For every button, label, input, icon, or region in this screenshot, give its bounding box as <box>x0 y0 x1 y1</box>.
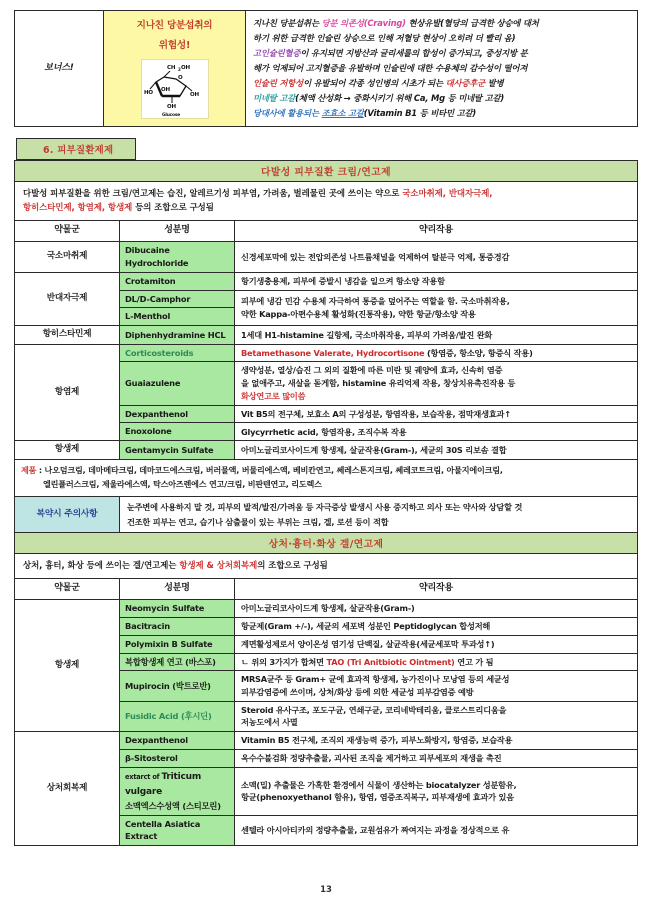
bonus-row <box>15 11 638 127</box>
svg-text:O: O <box>177 74 182 81</box>
cell-ingredient: 복합항생제 연고 (바스포) <box>120 653 235 671</box>
cell-ingredient: Mupirocin (박트로반) <box>120 671 235 701</box>
products-cell <box>15 459 638 496</box>
action-line-0-seg-0: 아미노글리코사이드계 항생제, 살균작용(Gram-), 세균의 30S 리보솜 결합 <box>241 444 507 455</box>
bonus-text-line-3 <box>253 61 631 76</box>
banner-wound-scar-burn-gel: 상처·흉터·화상 겔/연고제 <box>14 532 638 554</box>
cell-pharmacologic-action <box>235 362 638 405</box>
action-line-0 <box>241 251 633 264</box>
cell-ingredient: Guaiazulene <box>120 362 235 405</box>
action-line-0 <box>241 295 633 308</box>
intro-line-1-seg-1: 등의 조합으로 구성됨 <box>132 202 214 213</box>
bonus-text-line-0-seg-1: 당분 의존성(Craving) <box>321 18 406 28</box>
cell-ingredient: Dibucaine Hydrochloride <box>120 242 235 273</box>
ingredient-prefix: extarct of <box>125 772 162 781</box>
action-line-0 <box>241 408 633 421</box>
bonus-label: 보너스! <box>44 62 74 73</box>
action-line-0 <box>241 704 633 717</box>
cell-pharmacologic-action <box>235 767 638 815</box>
bonus-text-line-4-seg-1: 이 유발되어 각종 성인병의 시초가 되는 <box>303 77 446 88</box>
svg-text:OH: OH <box>160 86 170 93</box>
cell-ingredient: Dexpanthenol <box>120 732 235 750</box>
products-line-0 <box>21 463 631 478</box>
intro-text-table2 <box>14 554 638 579</box>
cell-pharmacologic-action <box>235 815 638 846</box>
action-line-0-seg-0: 옥수수불검화 정량추출물, 괴사된 조직을 제거하고 피부세포의 재생을 촉진 <box>241 753 502 764</box>
caution-line-1: 건조한 피부는 연고, 습기나 삼출물이 있는 부위는 크림, 겔, 로션 등이 적합 <box>127 516 389 527</box>
ingredient-line-1 <box>125 770 230 800</box>
action-line-2 <box>241 390 633 403</box>
cell-pharmacologic-action <box>235 272 638 290</box>
action-line-0-seg-0: Vitamin B5 전구체, 조직의 재생능력 증가, 피부노화방지, 항염증, 보습작용 <box>241 735 513 746</box>
table-row <box>15 599 638 617</box>
bonus-text-line-1 <box>253 31 631 46</box>
action-line-0-seg-0: Steroid 유사구조, 포도구균, 연쇄구균, 코리네박테리움, 클로스트리디움을 <box>241 704 507 715</box>
bonus-text-line-1-seg-0: 하기 위한 급격한 인슐린 상승으로 인해 저혈당 현상이 오히려 더 빨리 옴) <box>253 32 516 43</box>
action-line-0-seg-0: 센텔라 아시아티카의 정량추출물, 교원섬유가 짜여지는 과정을 정상적으로 유 <box>241 825 510 836</box>
action-line-1-seg-0: 을 없애주고, 새살을 돋게함, histamine 유리억제 작용, 창상치유촉진작용 등 <box>241 378 516 389</box>
action-line-0 <box>241 779 633 792</box>
cell-ingredient <box>120 767 235 815</box>
cell-ingredient: Diphenhydramine HCL <box>120 326 235 344</box>
products-text: : 나오덤크림, 데마메타크림, 데마코드에스크림, 버러물액, 버물리에스액, 베비칸연고, 쎄레스톤지크림, 쎄레코트크림, 아물지에이크림, <box>36 464 503 475</box>
action-line-0-seg-0: 소맥(밀) 추출물은 가혹한 환경에서 식물이 생산하는 biocatalyzer 성분함유, <box>241 779 517 790</box>
column-header-ingredient: 성분명 <box>120 221 235 242</box>
cell-pharmacologic-action <box>235 732 638 750</box>
banner-multiple-skin-disease-cream: 다발성 피부질환 크림/연고제 <box>14 160 638 182</box>
cell-ingredient: Fusidic Acid (후시딘) <box>120 701 235 731</box>
action-line-0 <box>241 824 633 837</box>
cell-ingredient: Bacitracin <box>120 617 235 635</box>
caution-body <box>120 496 638 533</box>
cell-drug-group: 항생제 <box>15 599 120 731</box>
drug-table1-head <box>15 221 638 242</box>
cell-pharmacologic-action <box>235 405 638 423</box>
action-line-1 <box>241 377 633 390</box>
cell-pharmacologic-action <box>235 441 638 459</box>
action-line-0-seg-0: ㄴ 위의 3가지가 합쳐면 <box>241 656 327 667</box>
intro-line-1-seg-0: 항히스타민제, 항염제, 항생제 <box>23 202 133 213</box>
bonus-text-line-0-seg-2: 현상유발(혈당의 급격한 상승에 대처 <box>405 18 539 28</box>
cell-pharmacologic-action <box>235 290 638 326</box>
caution-row <box>15 496 638 533</box>
intro-line-0-seg-1: 국소마취제, 반대자극제, <box>402 187 493 198</box>
intro-line-0 <box>23 186 629 201</box>
cell-ingredient: L-Menthol <box>120 308 235 326</box>
products-label: 제품 <box>21 464 37 475</box>
cell-pharmacologic-action <box>235 599 638 617</box>
action-line-0-seg-0: 아미노글리코사이드계 항생제, 살균작용(Gram-) <box>241 603 415 613</box>
column-header-ingredient: 성분명 <box>120 578 235 599</box>
cell-pharmacologic-action <box>235 344 638 362</box>
bonus-title-line1: 지나친 당분섭취의 <box>136 20 213 32</box>
cell-ingredient: Neomycin Sulfate <box>120 599 235 617</box>
action-line-0-seg-0: 계면활성제로서 양이온성 염기성 단백질, 살균작용(세균세포막 투과성↑) <box>241 638 495 649</box>
cell-pharmacologic-action <box>235 653 638 671</box>
action-line-0-seg-0: 생약성분, 열상/습진 그 외의 질환에 따른 미란 및 궤양에 효과, 신속히 염증 <box>241 365 503 376</box>
cell-ingredient: Crotamiton <box>120 272 235 290</box>
action-line-1 <box>241 308 633 321</box>
cell-drug-group: 반대자극제 <box>15 272 120 326</box>
action-line-2-seg-0: 화상연고로 많이씀 <box>241 390 306 401</box>
svg-text:CH: CH <box>166 64 175 71</box>
table-row <box>15 326 638 344</box>
action-line-0-seg-0: Glycyrrhetic acid, 항염작용, 조직수복 작용 <box>241 426 407 437</box>
action-line-1-seg-0: 항균(phenoxyethanol 함유), 항염, 염증조직복구, 피부재생에 효과가 있음 <box>241 792 514 803</box>
action-line-1-seg-0: 피부감염증에 쓰이며, 상처/화상 등에 의한 세균성 피부감염증 예방 <box>241 687 474 698</box>
action-line-0 <box>241 734 633 747</box>
bonus-text-line-6-seg-2: (Vitamin B1 등 비타민 고갈) <box>363 107 477 118</box>
cell-ingredient: DL/D-Camphor <box>120 290 235 308</box>
svg-text:OH: OH <box>180 64 190 71</box>
bonus-title-cell <box>104 11 246 127</box>
header-row <box>15 221 638 242</box>
action-line-0 <box>241 638 633 651</box>
action-line-0 <box>241 673 633 686</box>
svg-text:OH: OH <box>189 91 199 98</box>
caution-label: 복약시 주의사항 <box>15 496 120 533</box>
action-line-0-seg-0: 항균제(Gram +/-), 세균의 세포벽 성분인 Peptidoglycan 합성저해 <box>241 620 491 631</box>
cell-drug-group: 항생제 <box>15 441 120 459</box>
glucose-molecule-image <box>141 59 209 119</box>
bonus-label-cell <box>15 11 104 127</box>
action-line-1 <box>241 716 633 729</box>
action-line-0-seg-2: 연고 가 됨 <box>454 656 494 667</box>
cell-pharmacologic-action <box>235 242 638 273</box>
table-row <box>15 242 638 273</box>
cell-ingredient: Centella Asiatica Extract <box>120 815 235 846</box>
action-line-0-seg-0: 신경세포막에 있는 전압의존성 나트륨채널을 억제하여 탈분극 억제, 통증경감 <box>241 251 510 262</box>
action-line-0 <box>241 275 633 288</box>
intro-text-table1 <box>14 182 638 221</box>
action-line-0 <box>241 347 633 360</box>
bonus-title-line2: 위험성! <box>158 40 191 52</box>
intro-line-0-seg-0: 상처, 흉터, 화상 등에 쓰이는 겔/연고제는 <box>23 560 180 571</box>
bonus-text-line-3-seg-0: 해가 억제되어 고지혈증을 유발하며 인슐린에 대한 수용체의 감수성이 떨어져 <box>253 62 528 73</box>
column-header-pharmacologic-action: 약리작용 <box>235 221 638 242</box>
bonus-text-line-5-seg-1: (체액 산성화 → 중화시키기 위해 Ca, Mg 등 미네랄 고갈) <box>295 92 505 103</box>
table-row <box>15 732 638 750</box>
cell-pharmacologic-action <box>235 423 638 441</box>
cell-ingredient: Dexpanthenol <box>120 405 235 423</box>
svg-text:HO: HO <box>143 89 153 96</box>
products-row <box>15 459 638 496</box>
action-line-0 <box>241 656 633 669</box>
action-line-0 <box>241 329 633 342</box>
table-row <box>15 272 638 290</box>
column-header-drug-group: 약물군 <box>15 221 120 242</box>
drug-table-multiple-skin-disease <box>14 220 638 533</box>
bonus-text-line-6-seg-1: 조효소 고갈 <box>321 107 364 118</box>
cell-pharmacologic-action <box>235 617 638 635</box>
intro-line-0 <box>23 558 629 573</box>
bonus-text-line-4 <box>253 76 631 91</box>
bonus-text-line-6 <box>253 106 631 121</box>
svg-text:OH: OH <box>166 103 176 110</box>
action-line-0-seg-0: 피부에 냉감 민감 수용체 자극하여 통증을 덮어주는 역할을 함. 국소마취작용, <box>241 296 510 307</box>
action-line-1 <box>241 791 633 804</box>
action-line-0-seg-0: 1세대 H1-histamine 길항제, 국소마취작용, 피부의 가려움/발진 완화 <box>241 329 493 340</box>
bonus-text-line-2 <box>253 46 631 61</box>
action-line-1-seg-0: 저농도에서 사멸 <box>241 717 298 728</box>
action-line-0 <box>241 602 633 615</box>
bonus-text-line-4-seg-0: 인슐린 저항성 <box>253 77 304 88</box>
bonus-text-line-5 <box>253 91 631 106</box>
column-header-pharmacologic-action: 약리작용 <box>235 578 638 599</box>
action-line-0 <box>241 444 633 457</box>
cell-ingredient: Gentamycin Sulfate <box>120 441 235 459</box>
svg-text:Glucose: Glucose <box>161 112 180 118</box>
bonus-text-line-4-seg-3: 발병 <box>485 77 504 88</box>
bonus-text-line-4-seg-2: 대사증후군 <box>445 77 486 88</box>
action-line-0-seg-1: TAO (Tri Anitbiotic Ointment) <box>326 656 455 667</box>
drug-table2-head <box>15 578 638 599</box>
cell-ingredient: β-Sitosterol <box>120 750 235 768</box>
column-header-drug-group: 약물군 <box>15 578 120 599</box>
intro-line-0-seg-0: 다발성 피부질환을 위한 크림/연고제는 습진, 알레르기성 피부염, 가려움, 벌레물린 곳에 쓰이는 약으로 <box>23 187 403 198</box>
action-line-0-seg-0: Vit B5의 전구체, 보효소 A의 구성성분, 항염작용, 보습작용, 점막재생효과↑ <box>241 408 511 419</box>
cell-ingredient: Corticosteroids <box>120 344 235 362</box>
drug-table2-body <box>15 599 638 845</box>
caution-line-0: 눈주변에 사용하지 말 것, 피부의 발적/발진/가려움 등 자극증상 발생시 사용 중지하고 의사 또는 약사와 상담할 것 <box>127 501 523 512</box>
drug-table-wound-scar-burn <box>14 578 638 846</box>
cell-pharmacologic-action <box>235 671 638 701</box>
page-number: 13 <box>320 885 332 895</box>
ingredient-main: Triticum vulgare <box>125 771 202 797</box>
cell-pharmacologic-action <box>235 326 638 344</box>
glucose-structure-svg <box>142 60 208 118</box>
ingredient-line-2: 소맥엑스수성액 (스티모린) <box>125 800 221 811</box>
action-line-0-seg-0: MRSA균주 등 Gram+ 균에 효과적 항생제, 농가진이나 모낭염 등의 세균성 <box>241 674 510 685</box>
svg-text:2: 2 <box>177 66 181 72</box>
bonus-text-line-2-seg-0: 고인슐린혈증 <box>253 47 301 58</box>
cell-ingredient: Enoxolone <box>120 423 235 441</box>
intro-line-0-seg-2: 의 조합으로 구성됨 <box>257 560 328 571</box>
drug-table1-body <box>15 242 638 460</box>
table-row <box>15 344 638 362</box>
table-row <box>15 441 638 459</box>
cell-pharmacologic-action <box>235 750 638 768</box>
header-row <box>15 578 638 599</box>
cell-pharmacologic-action <box>235 635 638 653</box>
action-line-0 <box>241 752 633 765</box>
bonus-text-line-0-seg-0: 지나친 당분섭취는 <box>253 18 322 28</box>
action-line-1 <box>241 686 633 699</box>
intro-line-1 <box>23 200 629 215</box>
bonus-body-cell <box>246 11 638 127</box>
cell-drug-group: 국소마취제 <box>15 242 120 273</box>
cell-ingredient: Polymixin B Sulfate <box>120 635 235 653</box>
action-line-0 <box>241 620 633 633</box>
bonus-text-line-0 <box>253 16 631 31</box>
action-line-0 <box>241 364 633 377</box>
intro-line-0-seg-1: 항생제 & 상처회복제 <box>179 560 258 571</box>
cell-drug-group: 항염제 <box>15 344 120 441</box>
bonus-text-line-5-seg-0: 미네랄 고갈 <box>253 92 296 103</box>
cell-pharmacologic-action <box>235 701 638 731</box>
action-line-0 <box>241 426 633 439</box>
products-line-1: 엘린플러스크림, 제울라에스액, 탁스아즈렌에스 연고/크림, 비판텐연고, 리도렉스 <box>43 479 322 490</box>
bonus-text-line-2-seg-1: 이 유지되면 지방산과 글리세롤의 합성이 증가되고, 중성지방 분 <box>300 47 528 58</box>
bonus-box-table <box>14 10 638 127</box>
action-line-0-seg-1: (항염증, 항소양, 항증식 작용) <box>426 347 533 358</box>
action-line-1-seg-0: 약한 Kappa-아편수용체 활성화(진통작용), 약한 항균/항소양 작용 <box>241 308 476 319</box>
drug-table1-footer <box>15 459 638 533</box>
cell-drug-group: 항히스타민제 <box>15 326 120 344</box>
section-tab-wrap <box>14 127 638 160</box>
action-line-0-seg-0: Betamethasone Valerate, Hydrocortisone <box>241 347 427 358</box>
action-line-0-seg-0: 항기생충용제, 피부에 증발시 냉감을 일으켜 항소양 작용함 <box>241 275 445 286</box>
bonus-text-line-6-seg-0: 당대사에 활용되는 <box>253 107 322 118</box>
cell-drug-group: 상처회복제 <box>15 732 120 846</box>
section-tab-skin-disease: 6. 피부질환제제 <box>16 138 136 160</box>
